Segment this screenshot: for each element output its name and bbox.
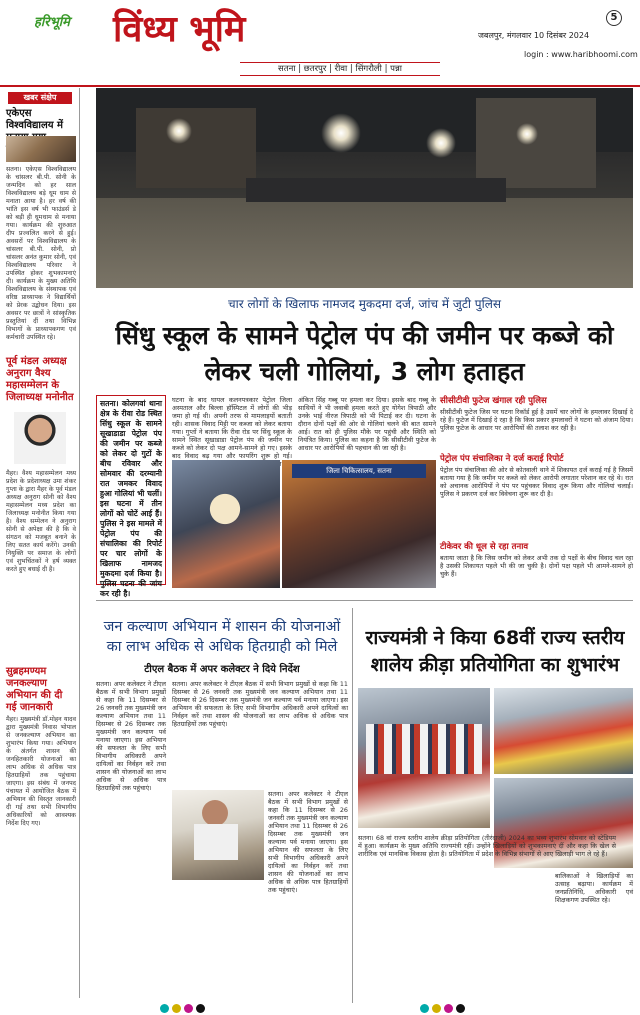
sports-body: सतना। 68 वां राज्य स्तरीय शालेय क्रीड़ा प्रतियोगिता (तीरंदाजी) 2024 का भव्य शुभारंभ सोमवार को स्टेडियम में हुआ। कार्यक्रम के मुख्य अतिथि राज्यमंत्री रहीं। उन्होंने खिलाड़ियों को शुभकामनाएं दीं और कहा कि खेल से शारीरिक एवं मानसिक विकास होता है। प्रतियोगिता में प्रदेश के विभिन्न संभागों से आए खिलाड़ी भाग ले रहे हैं। [358, 834, 616, 858]
meeting-photo [172, 790, 264, 880]
sports-inauguration-photo [358, 688, 490, 828]
masthead [0, 0, 640, 95]
sidebar-cctv-body: सीसीटीवी फुटेज जिस पर घटना रिकॉर्ड हुई है उसमें चार लोगों के हमलावर दिखाई दे रहे हैं। फुटेज में दिखाई दे रहा है कि किस प्रकार हमलावरों ने घटना को अंजाम दिया। पुलिस फुटेज के आधार पर आरोपियों की तलाश कर रही है। [440, 408, 633, 432]
edition-list: सतना | छतरपुर | रीवा | सिंगरौली | पन्ना [240, 62, 440, 76]
page-number: 5 [606, 10, 622, 26]
jankalyan-body-cont: सतना। अपर कलेक्टर ने टीएल बैठक में सभी विभाग प्रमुखों से कहा कि 11 दिसम्बर से 26 जनवरी तक मुख्यमंत्री जन कल्याण अभियान तथा 11 दिसम्बर से 26 दिसम्बर तक मुख्यमंत्री जन कल्याण पर्व मनाया जाएगा। इस अभियान की सफलता के लिए सभी विभागीय अधिकारी अपने दायित्वों का निर्वहन करें तथा शासन की योजनाओं का लाभ अधिक से अधिक पात्र हितग्राहियों तक पहुंचाएं। [172, 680, 348, 728]
lead-subhead: चार लोगों के खिलाफ नामजद मुकदमा दर्ज, जांच में जुटी पुलिस [228, 297, 501, 311]
lead-intro: सतना। कोलगवां थाना क्षेत्र के रीवा रोड स्थित सिंधु स्कूल के सामने सूखाडाडा पेट्रोल पंप की जमीन पर कब्जे को लेकर दो गुटों के बीच रविवार और सोमवार की दरम्यानी रात जमकर विवाद हुआ गोलियां भी चलीं। इस घटना में तीन लोगों को चोटें आई हैं। पुलिस ने इस मामले में पेट्रोल पंप की संचालिका की रिपोर्ट पर चार लोगों के खिलाफ नामजद मुकदमा दर्ज किया है। पुलिस घटना की जांच कर रही है। [100, 399, 162, 598]
print-registration-marks [0, 1003, 640, 1015]
sports-caption: बालिकाओं ने खिलाड़ियों का उत्साह बढ़ाया। कार्यक्रम में जनप्रतिनिधि, अधिकारी एवं शिक्षकगण उपस्थित रहे। [555, 872, 633, 904]
hospital-signboard: जिला चिकित्सालय, सतना [292, 464, 426, 478]
story1-headline: एकेएस विश्वविद्यालय में [6, 108, 64, 131]
sports-headline: राज्यमंत्री ने किया 68वीं राज्य स्तरीय शालेय क्रीड़ा प्रतियोगिता का शुभारंभ [365, 627, 625, 676]
hospital-photo [282, 460, 436, 588]
sidebar-report-title: पेट्रोल पंप संचालिका ने दर्ज कराई रिपोर्ट [440, 454, 564, 464]
brand-haribhoomi: हरिभूमि [34, 15, 70, 30]
story2-portrait [14, 412, 66, 464]
jankalyan-subhead: टीएल बैठक में अपर कलेक्टर ने दिये निर्देश [144, 664, 300, 675]
masthead-divider [0, 85, 640, 87]
bottom-column-divider [352, 608, 353, 1003]
sidebar-tension-title: टीकेवर की धूल से रहा तनाव [440, 542, 529, 552]
sidebar-report-body: पेट्रोल पंप संचालिका की ओर से कोतवाली थाने में शिकायत दर्ज कराई गई है जिसमें बताया गया है कि जमीन पर कब्जे को लेकर आरोपी लगातार परेशान कर रहे थे। रात को अचानक आरोपियों ने पंप पर पहुंचकर विवाद शुरू किया और गोलियां चलाईं। पुलिस ने प्रकरण दर्ज कर विवेचना शुरू कर दी है। [440, 466, 633, 498]
sidebar-tension-body: बताया जाता है कि जिस जमीन को लेकर अभी तक दो पक्षों के बीच विवाद चल रहा है उसकी शिकायत पहले भी की जा चुकी है। दोनों पक्ष पहले भी आमने-सामने हो चुके हैं। [440, 554, 633, 578]
jankalyan-body-cont2: सतना। अपर कलेक्टर ने टीएल बैठक में सभी विभाग प्रमुखों से कहा कि 11 दिसम्बर से 26 जनवरी तक मुख्यमंत्री जन कल्याण अभियान तथा 11 दिसम्बर से 26 दिसम्बर तक मुख्यमंत्री जन कल्याण पर्व मनाया जाएगा। इस अभियान की सफलता के लिए सभी विभागीय अधिकारी अपने दायित्वों का निर्वहन करें तथा शासन की योजनाओं का लाभ अधिक से अधिक पात्र हितग्राहियों तक पहुंचाएं। [268, 790, 348, 894]
lead-body-col1: घटना के बाद घायल कलनपत्रकार पेट्रोल जिला अस्पताल और बिल्ला हॉस्पिटल में लोगों की भीड़ जमा हो गई थी। अपनी तरफ से मामलाइयों बताती रही। शासक विवाद मिट्टी पर कब्जा को लेकर बताया गया। गुप्तों ने बताया कि रीवा रोड पर सिंधु स्कूल के सामने स्थित सूखाडाडा पेट्रोल पंप की जमीन पर कब्जे को लेकर दो पक्ष आमने-सामने हो गए। इसके बाद विवाद बढ़ गया और फायरिंग शुरू हो गई। [172, 396, 292, 460]
crowd-photo [172, 460, 280, 588]
story3-headline: सुब्रहमण्यम जनकल्याण अभियान की दी गई जानकारी [6, 666, 63, 713]
stage-photo [494, 688, 633, 774]
brand-vindhya-bhoomi: विंध्य भूमि [113, 8, 246, 50]
news-brief-kicker: खबर संक्षेप [8, 92, 72, 104]
website-link[interactable]: login : www.haribhoomi.com [524, 50, 638, 59]
lead-body-col2: अंकित सिंह गब्बू पर हमला कर दिया। इसके बाद गब्बू के साथियों ने भी जवाबी हमला करते हुए योगेश त्रिपाठी और उनके भाई नीरज त्रिपाठी को भी पिटाई कर दी। घटना के दौरान दोनों पक्षों की ओर से गोलियां चलने की बात सामने आई। रात को ही पुलिस मौके पर पहुंची और स्थिति को नियंत्रित किया। पुलिस का कहना है कि सीसीटीवी फुटेज के आधार पर आरोपियों की पहचान की जा रही है। [298, 396, 436, 452]
left-column [0, 88, 80, 998]
sidebar-cctv-title: सीसीटीवी फुटेज खंगाल रही पुलिस [440, 396, 547, 406]
story3-body: मैहर। मुख्यमंत्री डॉ.मोहन यादव द्वारा मुख्यमंत्री निवास भोपाल से जनकल्याण अभियान का शुभारंभ किया गया। अभियान के अंतर्गत शासन की जनहितकारी योजनाओं का लाभ अधिक से अधिक पात्र हितग्राहियों तक पहुंचाया जाएगा। इस संबंध में जनपद पंचायत में आयोजित बैठक में अभियान की विस्तृत जानकारी दी गई तथा सभी विभागीय अधिकारियों को आवश्यक निर्देश दिए गए। [6, 716, 76, 827]
lead-headline: सिंधु स्कूल के सामने पेट्रोल पंप की जमीन पर कब्जे को लेकर चली गोलियां, 3 लोग हताहत [115, 321, 614, 386]
story2-headline: पूर्व मंडल अध्यक्ष अनुराग वैश्य महासम्मेलन के जिलाध्यक्ष मनोनीत [6, 356, 74, 403]
jankalyan-body: सतना। अपर कलेक्टर ने टीएल बैठक में सभी विभाग प्रमुखों से कहा कि 11 दिसम्बर से 26 जनवरी तक मुख्यमंत्री जन कल्याण अभियान तथा 11 दिसम्बर से 26 दिसम्बर तक मुख्यमंत्री जन कल्याण पर्व मनाया जाएगा। इस अभियान की सफलता के लिए सभी विभागीय अधिकारी अपने दायित्वों का निर्वहन करें तथा शासन की योजनाओं का लाभ अधिक से अधिक पात्र हितग्राहियों तक पहुंचाएं। [96, 680, 166, 792]
lead-intro-box [96, 395, 166, 598]
story2-body: मैहर। वैश्य महासम्मेलन मध्य प्रदेश के प्रदेशाध्यक्ष उमा शंकर गुप्ता के द्वारा मैहर के पूर्व मंडल अध्यक्ष अनुराग सोनी को वैश्य महासम्मेलन मध्य प्रदेश का जिलाध्यक्ष मनोनीत किया गया है। वैश्य सम्मेलन ने अनुराग सोनी से अपेक्षा की है कि वे संगठन को मजबूत बनाने के लिए सतत कार्य करेंगे। उनकी नियुक्ति पर समाज के लोगों एवं शुभचिंतकों ने हर्ष व्यक्त करते हुए बधाई दी है। [6, 470, 77, 573]
dateline: जबलपुर, मंगलवार 10 दिसंबर 2024 [478, 31, 590, 40]
lead-sidebar [440, 396, 633, 586]
section-divider [96, 600, 633, 601]
story1-photo [6, 136, 76, 162]
jankalyan-headline: जन कल्याण अभियान में शासन की योजनाओं का लाभ अधिक से अधिक हितग्राही को मिले [103, 619, 341, 655]
story1-body: सतना। एकेएस विश्वविद्यालय के चांसलर बी.पी. सोनी के जन्मदिन को हर साल विश्वविद्यालय बड़े धूम धाम से मनाता आया है। हर वर्ष की भांति इस वर्ष भी फाउंडर्स डे को बड़ी ही धूमधाम से मनाया गया। कार्यक्रम की शुरुआत दीप प्रज्वलित करने से हुई।अवसरों पर विश्वविद्यालय के चांसलर बी.पी. सोनी, प्रो चांसलर अनंत कुमार सोनी, एवं विश्वविद्यालय परिवार ने उपस्थित होकर शुभकामनाएं दी। कार्यक्रम के मुख्य अतिथि विश्वविद्यालय के संस्थापक एवं वरिष्ठ प्राध्यापक ने विद्यार्थियों को प्रेरक उद्बोधन दिया। इस अवसर पर छात्रों ने सांस्कृतिक प्रस्तुतियां दीं तथा विभिन्न विभागों के प्राध्यापकगण एवं कर्मचारी उपस्थित रहे। [6, 166, 76, 341]
lead-story-photo [96, 88, 633, 288]
